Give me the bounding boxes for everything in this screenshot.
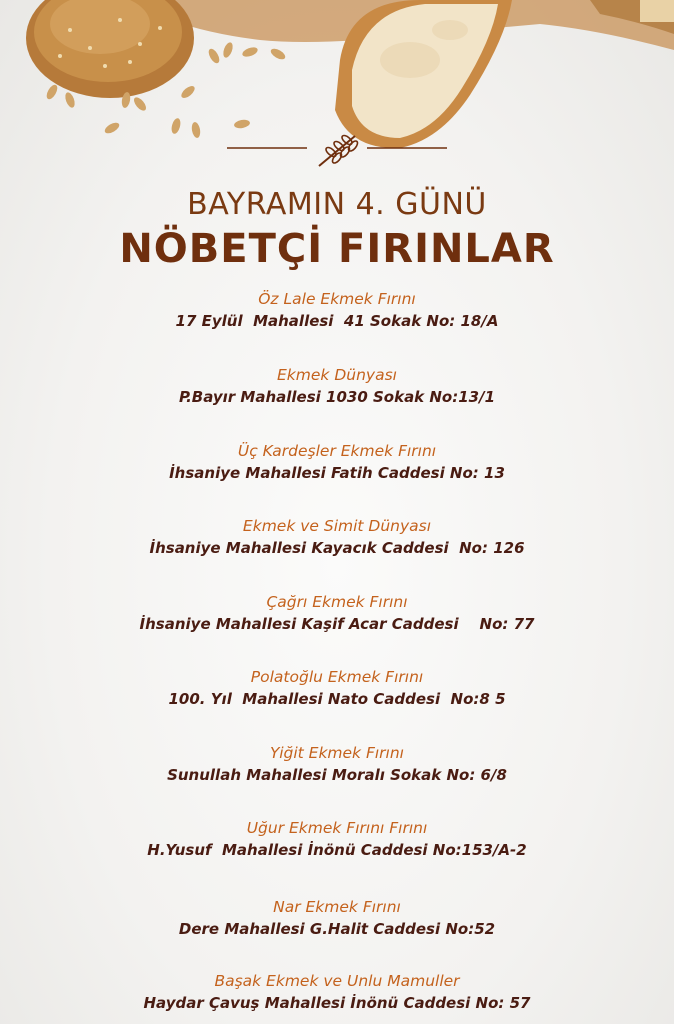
bakery-name: Polatoğlu Ekmek Fırını [250, 668, 424, 686]
bakery-address: İhsaniye Mahallesi Kayacık Caddesi No: 126 [149, 539, 525, 557]
list-item [0, 515, 674, 559]
list-item [0, 817, 674, 861]
bakery-name: Uğur Ekmek Fırını Fırını [246, 819, 428, 837]
bakery-address: H.Yusuf Mahallesi İnönü Caddesi No:153/A-2 [147, 841, 527, 859]
list-item [0, 440, 674, 484]
list-item [0, 742, 674, 786]
wheat-icon [227, 130, 447, 170]
list-item [0, 896, 674, 940]
list-item [0, 364, 674, 408]
bakery-address: Sunullah Mahallesi Moralı Sokak No: 6/8 [167, 766, 507, 784]
list-item [0, 591, 674, 635]
header [0, 130, 674, 272]
bakery-name: Üç Kardeşler Ekmek Fırını [237, 442, 437, 460]
bakery-name: Başak Ekmek ve Unlu Mamuller [214, 972, 460, 990]
list-item [0, 666, 674, 710]
bakery-name: Öz Lale Ekmek Fırını [258, 290, 416, 308]
bakery-address: 17 Eylül Mahallesi 41 Sokak No: 18/A [175, 312, 499, 330]
bakery-name: Çağrı Ekmek Fırını [266, 593, 408, 611]
bakery-address: 100. Yıl Mahallesi Nato Caddesi No:8 5 [168, 690, 506, 708]
bakery-address: İhsaniye Mahallesi Fatih Caddesi No: 13 [169, 464, 505, 482]
bakery-name: Nar Ekmek Fırını [273, 898, 401, 916]
bakery-address: İhsaniye Mahallesi Kaşif Acar Caddesi No: 77 [139, 615, 535, 633]
list-item [0, 288, 674, 332]
page-title: NÖBETÇİ FIRINLAR [119, 226, 555, 272]
bakery-address: P.Bayır Mahallesi 1030 Sokak No:13/1 [178, 388, 496, 406]
bakery-name: Ekmek Dünyası [277, 366, 397, 384]
bakery-address: Dere Mahallesi G.Halit Caddesi No:52 [178, 920, 496, 938]
bakery-name: Yiğit Ekmek Fırını [270, 744, 404, 762]
bakery-address: Haydar Çavuş Mahallesi İnönü Caddesi No: 57 [143, 994, 531, 1012]
bakery-name: Ekmek ve Simit Dünyası [242, 517, 432, 535]
page-subtitle: BAYRAMIN 4. GÜNÜ [187, 187, 487, 222]
list-item [0, 970, 674, 1014]
